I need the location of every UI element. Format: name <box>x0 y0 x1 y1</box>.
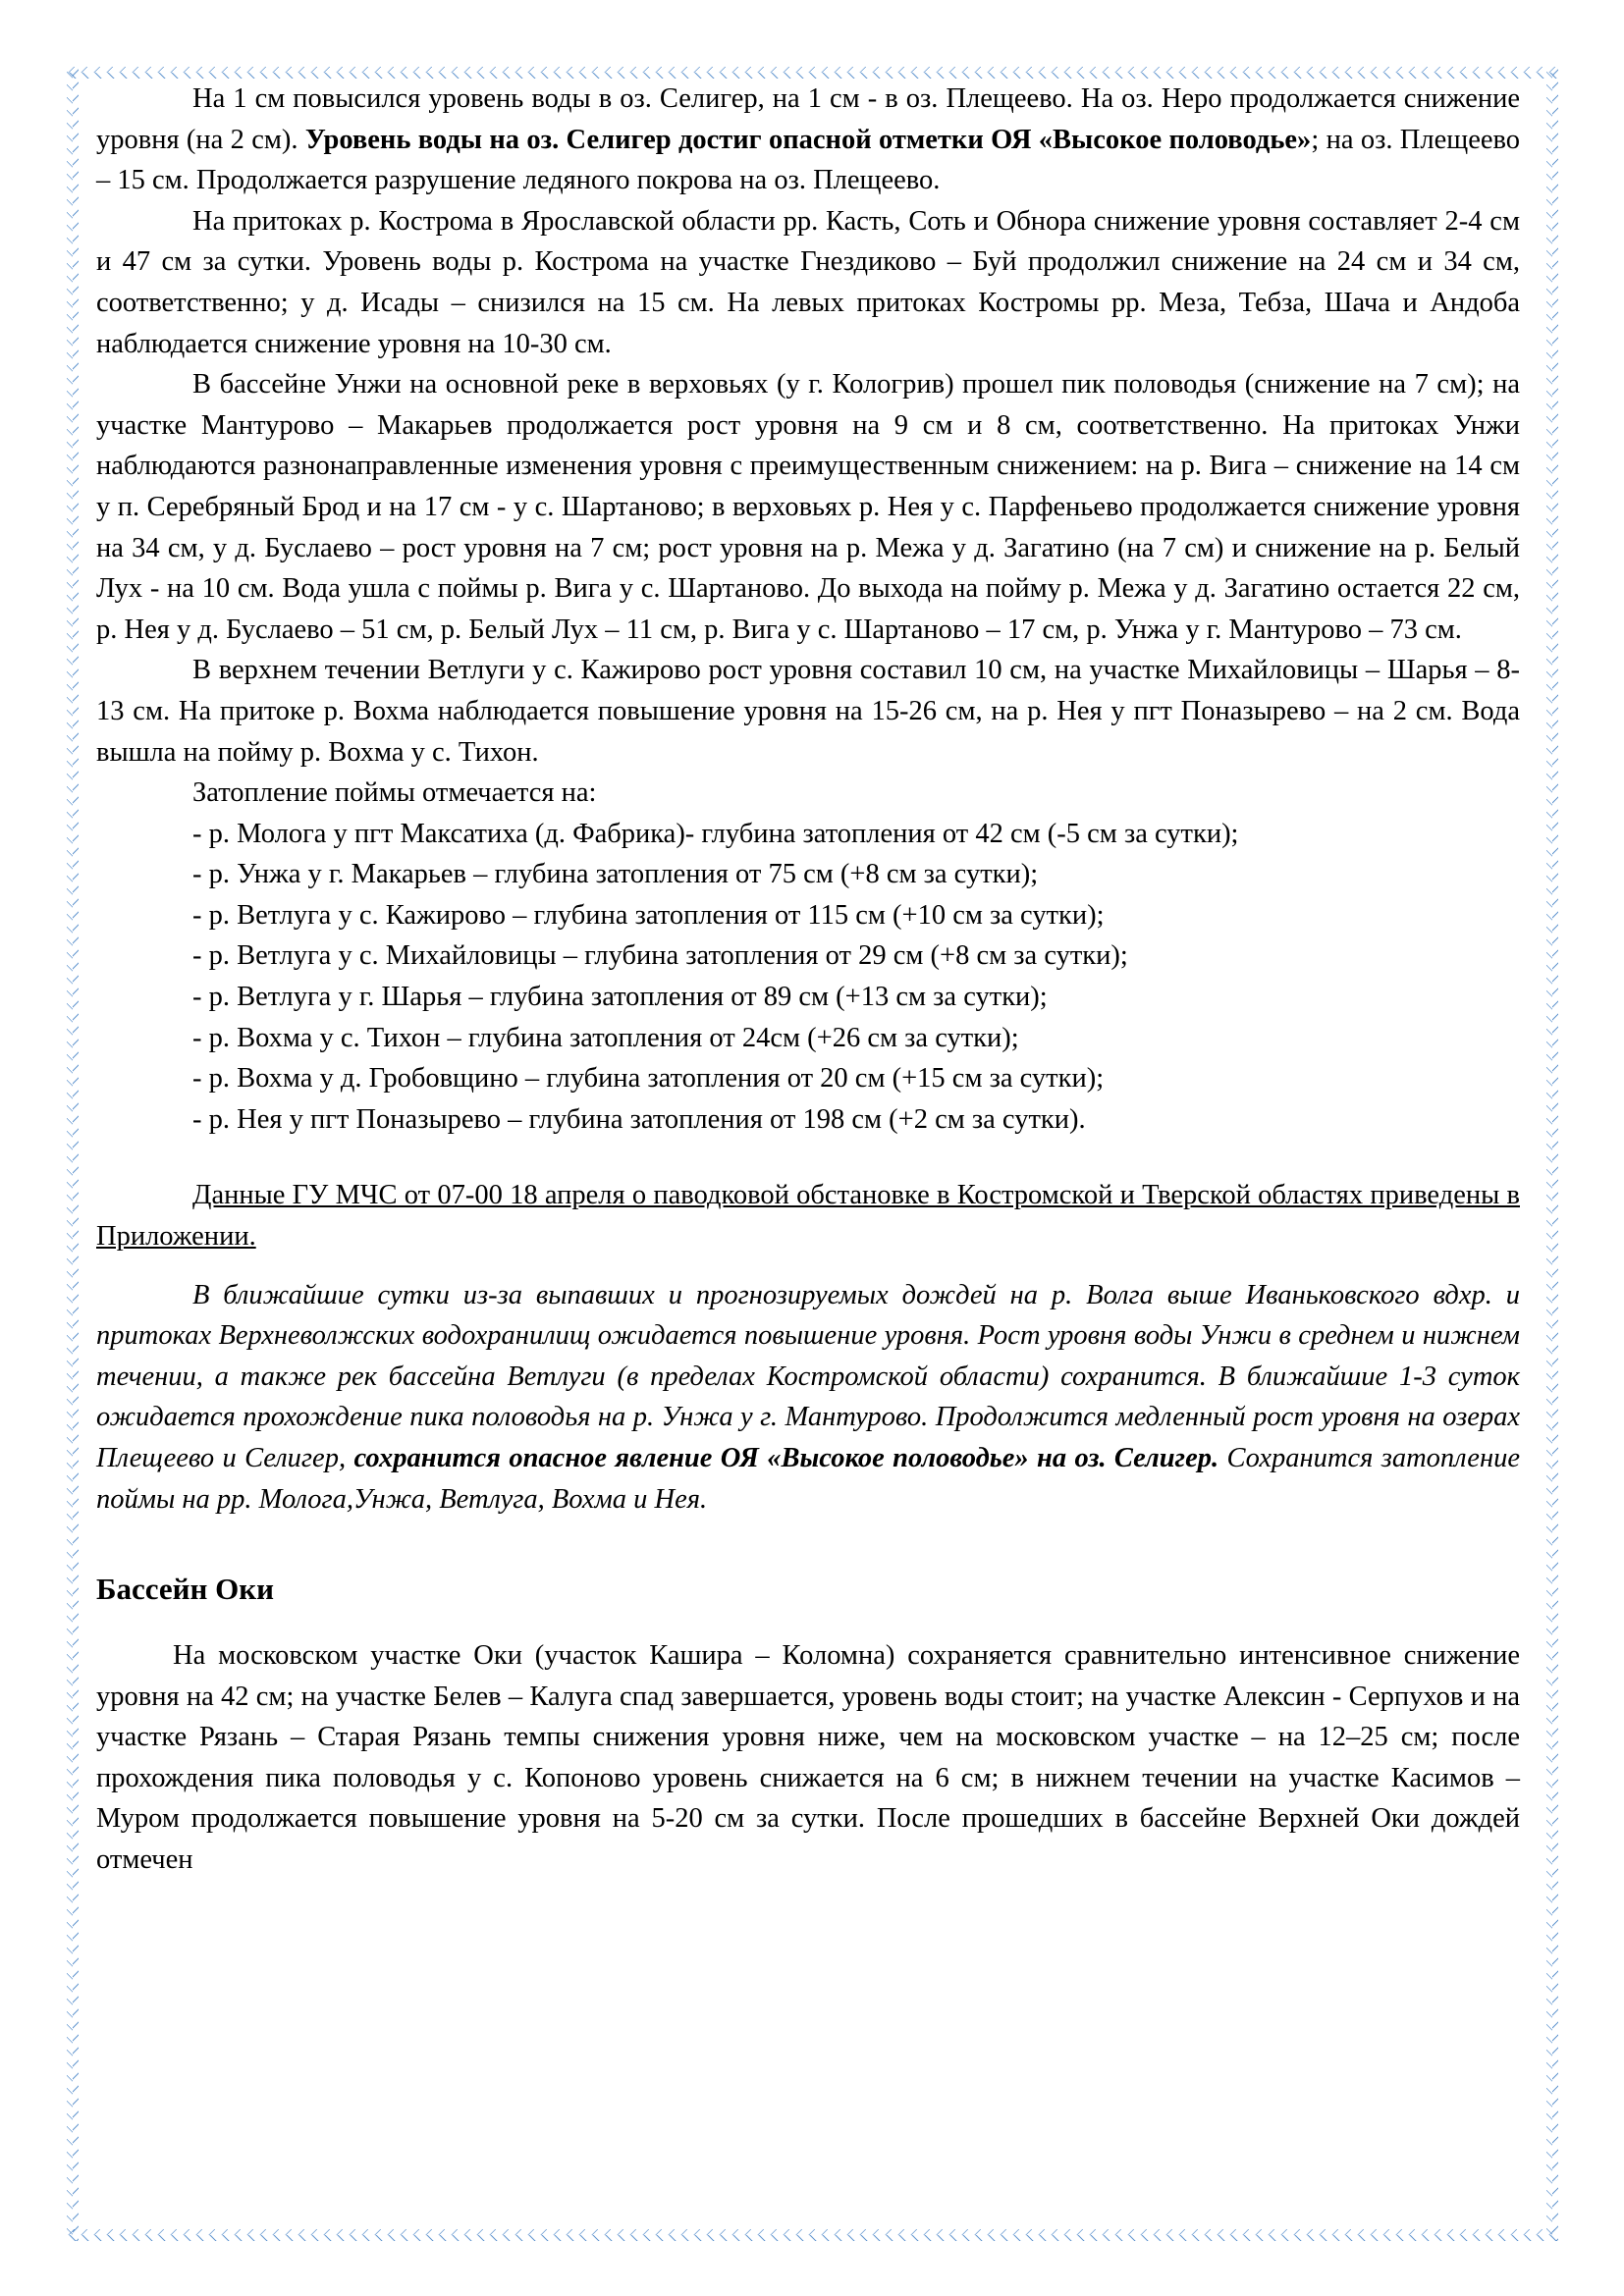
forecast-text-end: Сохранится затопление поймы на рр. Молога,Унжа, Ветлуга, Вохма и Нея. <box>96 1443 1521 1515</box>
flood-list-item: - р. Унжа у г. Макарьев – глубина затопления от 75 см (+8 см за сутки); <box>192 859 1039 890</box>
flood-list-item: - р. Ветлуга у г. Шарья – глубина затопления от 89 см (+13 см за сутки); <box>192 982 1048 1013</box>
flood-list <box>96 814 1520 1141</box>
paragraph-lakes <box>96 79 1520 201</box>
border-top <box>67 67 1558 79</box>
flood-list-item: - р. Нея у пгт Поназырево – глубина затопления от 198 см (+2 см за сутки). <box>192 1103 1086 1135</box>
lakes-text-end: ; на оз. Плещеево – 15 см. Продолжается разрушение ледяного покрова на оз. Плещеево. <box>96 124 1521 196</box>
flood-list-item: - р. Ветлуга у с. Кажирово – глубина затопления от 115 см (+10 см за сутки); <box>192 899 1105 931</box>
section-heading-oka: Бассейн Оки <box>96 1572 274 1607</box>
mchs-appendix-note: Данные ГУ МЧС от 07-00 18 апреля о паводковой обстановке в Костромской и Тверской областях приведены в Приложении. <box>96 1180 1520 1253</box>
paragraph-kostroma: На притоках р. Кострома в Ярославской области рр. Касть, Соть и Обнора снижение уровня составляет 2-4 см и 47 см за сутки. Уровень воды р. Кострома на участке Гнездиково – Буй продолжил снижение на 24 см и 34 см, соответственно; у д. Исады – снизился на 15 см. На левых притоках Костромы рр. Меза, Тебза, Шача и Андоба наблюдается снижение уровня на 10-30 см. <box>96 205 1520 359</box>
flood-list-item: - р. Вохма у д. Гробовщино – глубина затопления от 20 см (+15 см за сутки); <box>192 1063 1105 1095</box>
flood-intro: Затопление поймы отмечается на: <box>192 777 597 809</box>
flood-list-item: - р. Вохма у с. Тихон – глубина затопления от 24см (+26 см за сутки); <box>192 1022 1019 1053</box>
paragraph-unzha: В бассейне Унжи на основной реке в верховьях (у г. Кологрив) прошел пик половодья (снижение на 7 см); на участке Мантурово – Макарьев продолжается рост уровня на 9 см и 8 см, соответственно. На притоках Унжи наблюдаются разнонаправленные изменения уровня с преимущественным снижением: на р. Вига – снижение на 14 см у п. Серебряный Брод и на 17 см - у с. Шартаново; в верховьях р. Нея у с. Парфеньево продолжается снижение уровня на 34 см, у д. Буслаево – рост уровня на 7 см; рост уровня на р. Межа у д. Загатино (на 7 см) и снижение на р. Белый Лух - на 10 см. Вода ушла с поймы р. Вига у с. Шартаново. До выхода на пойму р. Межа у д. Загатино остается 22 см, р. Нея у д. Буслаево – 51 см, р. Белый Лух – 11 см, р. Вига у с. Шартаново – 17 см, р. Унжа у г. Мантурово – 73 см. <box>96 369 1520 645</box>
lakes-text: На 1 см повысился уровень воды в оз. Селигер, на 1 см - в оз. Плещеево. На оз. Неро продолжается снижение уровня (на 2 см). <box>96 83 1520 155</box>
flood-list-item: - р. Ветлуга у с. Михайловицы – глубина затопления от 29 см (+8 см за сутки); <box>192 940 1128 972</box>
flood-list-item: - р. Молога у пгт Максатиха (д. Фабрика)- глубина затопления от 42 см (-5 см за сутки); <box>192 818 1239 849</box>
forecast-text: В ближайшие сутки из-за выпавших и прогнозируемых дождей на р. Волга выше Иваньковского вдхр. и притоках Верхневолжских водохранилищ ожидается повышение уровня. Рост уровня воды Унжи в среднем и нижнем течении, а также рек бассейна Ветлуги (в пределах Костромской области) сохранится. В ближайшие 1-3 суток ожидается прохождение пика половодья на р. Унжа у г. Мантурово. Продолжится медленный рост уровня на озерах Плещеево и Селигер, <box>96 1279 1520 1473</box>
paragraph-vetluga: В верхнем течении Ветлуги у с. Кажирово рост уровня составил 10 см, на участке Михайловицы – Шарья – 8-13 см. На притоке р. Вохма наблюдается повышение уровня на 15-26 см, на р. Нея у пгт Поназырево – на 2 см. Вода вышла на пойму р. Вохма у с. Тихон. <box>96 655 1520 768</box>
border-right <box>1546 67 1558 2241</box>
border-bottom <box>67 2229 1558 2241</box>
document-body <box>96 79 1520 1880</box>
lakes-warning: Уровень воды на оз. Селигер достиг опасной отметки ОЯ «Высокое половодье» <box>304 124 1312 155</box>
border-left <box>67 67 79 2241</box>
paragraph-oka: На московском участке Оки (участок Кашира – Коломна) сохраняется сравнительно интенсивное снижение уровня на 42 см; на участке Белев – Калуга спад завершается, уровень воды стоит; на участке Алексин - Серпухов и на участке Рязань – Старая Рязань темпы снижения уровня ниже, чем на московском участке – на 12–25 см; после прохождения пика половодья у с. Копоново уровень снижается на 6 см; в нижнем течении на участке Касимов – Муром продолжается повышение уровня на 5-20 см за сутки. После прошедших в бассейне Верхней Оки дождей отмечен <box>96 1639 1520 1875</box>
paragraph-forecast <box>96 1275 1520 1521</box>
forecast-warning: сохранится опасное явление ОЯ «Высокое половодье» на оз. Селигер. <box>353 1443 1219 1473</box>
